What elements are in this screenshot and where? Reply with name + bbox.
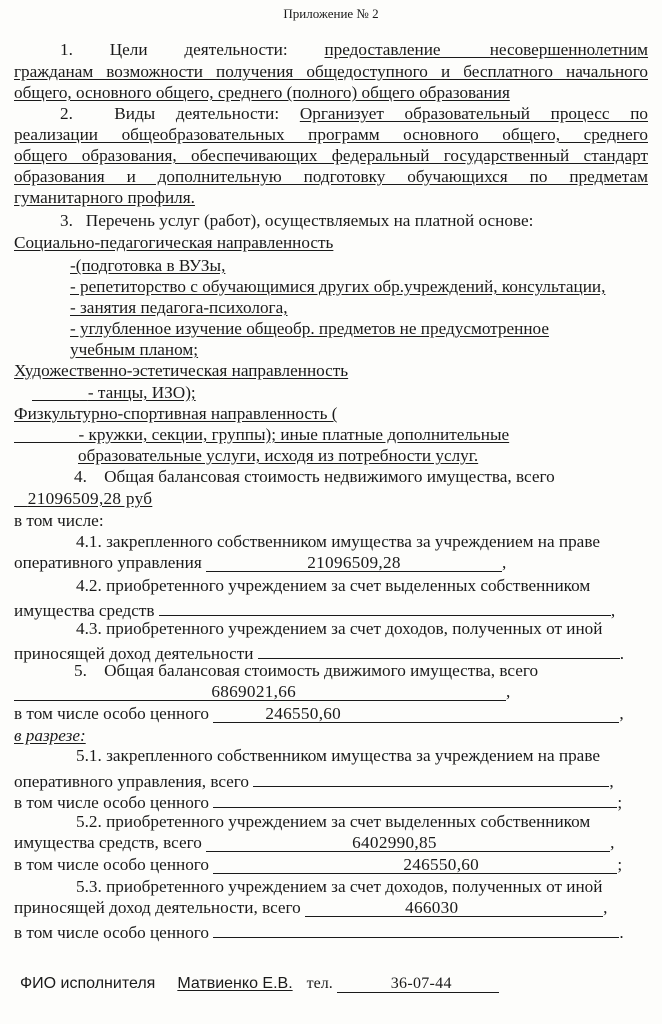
s3-art-item <box>14 383 648 403</box>
s43-value-blank <box>258 640 620 659</box>
s52-line3: в том числе особо ценного 246550,60 ; <box>14 855 623 874</box>
s42-line1: 4.2. приобретенного учреждением за счет выделенных собственником <box>76 576 591 595</box>
s42-line2: имущества средств , <box>14 597 648 621</box>
s3-item: - репетиторство с обучающимися других обр.учреждений, консультации, <box>70 277 606 296</box>
s52-esp-value: 246550,60 <box>213 855 617 874</box>
s5-total-value: 6869021,66 <box>14 682 506 701</box>
s5-total-line: 6869021,66 , <box>14 682 648 702</box>
s52-line2: имущества средств, всего 6402990,85 , <box>14 833 615 852</box>
s41-line2: оперативного управления 21096509,28 , <box>14 553 507 572</box>
s3-item: -(подготовка в ВУЗы, <box>70 256 226 275</box>
s43-line2: приносящей доход деятельности . <box>14 640 648 664</box>
s53-esp-blank <box>213 919 619 938</box>
executor-line <box>20 974 648 994</box>
s52-total-value: 6402990,85 <box>206 833 610 852</box>
s3-sport-item1: - кружки, секции, группы); иные платные дополнительные <box>78 425 510 444</box>
tel-label: тел. <box>306 975 333 992</box>
s3-art-item-text: - танцы, ИЗО); <box>87 383 196 402</box>
s2-label: 2. Виды деятельности: <box>60 104 280 123</box>
s4-total-line <box>14 489 648 509</box>
s51-line2: оперативного управления, всего , <box>14 768 648 792</box>
s2-line3: общего образования, обеспечивающих федеральный государственный стандарт <box>14 146 648 165</box>
s4-including: в том числе: <box>14 511 104 530</box>
s2-line4: образования и дополнительную подготовку обучающихся по предметам <box>14 167 648 186</box>
s41-line1: 4.1. закрепленного собственником имущества за учреждением на праве <box>76 532 600 551</box>
s1-text-underlined: предоставление несовершеннолетним <box>324 40 649 59</box>
appendix-header: Приложение № 2 <box>283 6 379 21</box>
s3-title: 3. Перечень услуг (работ), осуществляемых на платной основе: <box>60 211 534 230</box>
s53-line3: в том числе особо ценного . <box>14 919 648 943</box>
s4-title: 4. Общая балансовая стоимость недвижимого имущества, всего <box>74 467 555 486</box>
s43-line1: 4.3. приобретенного учреждением за счет доходов, полученных от иной <box>76 619 603 638</box>
s3-category-sport: Физкультурно-спортивная направленность ( <box>14 404 338 423</box>
s3-category-art: Художественно-эстетическая направленность <box>14 361 349 380</box>
s1-line1 <box>14 40 648 60</box>
s4-total-value: 21096509,28 руб <box>27 489 153 508</box>
s5-esp-value: 246550,60 <box>213 704 619 723</box>
s3-category-social: Социально-педагогическая направленность <box>14 233 334 252</box>
s2-text-underlined: Организует образовательный процесс по <box>299 104 649 123</box>
s53-line1: 5.3. приобретенного учреждением за счет доходов, полученных от иной <box>76 877 603 896</box>
s3-item: - углубленное изучение общеобр. предметов не предусмотренное <box>70 319 549 338</box>
s52-line1: 5.2. приобретенного учреждением за счет выделенных собственником <box>76 812 591 831</box>
s5-esp-line: в том числе особо ценного 246550,60 , <box>14 704 624 723</box>
s1-line3: общего, основного общего, среднего (полного) общего образования <box>14 83 510 102</box>
executor-name: Матвиенко Е.В. <box>177 975 293 992</box>
executor-label: ФИО исполнителя <box>20 975 156 992</box>
tel-value: 36-07-44 <box>337 974 499 993</box>
s5-breakdown-label: в разрезе: <box>14 726 86 745</box>
s2-line1 <box>14 104 648 124</box>
s41-value: 21096509,28 <box>206 553 502 572</box>
s2-line2: реализации общеобразовательных программ основного общего, среднего <box>14 125 648 144</box>
s51-line1: 5.1. закрепленного собственником имущества за учреждением на праве <box>76 746 600 765</box>
s53-line2: приносящей доход деятельности, всего 466030 , <box>14 898 608 917</box>
s3-item: - занятия педагога-психолога, <box>70 298 288 317</box>
s53-total-value: 466030 <box>305 898 603 917</box>
s51-value-blank <box>253 768 609 787</box>
s51-esp-blank <box>213 789 617 808</box>
s5-title: 5. Общая балансовая стоимость движимого имущества, всего <box>74 661 539 680</box>
s3-item: учебным планом; <box>70 340 199 359</box>
s1-line2: гражданам возможности получения общедоступного и бесплатного начального <box>14 62 648 81</box>
s3-sport-item2: образовательные услуги, исходя из потребности услуг. <box>78 446 479 465</box>
s1-label: 1. Цели деятельности: <box>60 40 288 59</box>
s2-line5: гуманитарного профиля. <box>14 188 195 207</box>
s51-line3: в том числе особо ценного ; <box>14 789 648 813</box>
s42-value-blank <box>159 597 611 616</box>
